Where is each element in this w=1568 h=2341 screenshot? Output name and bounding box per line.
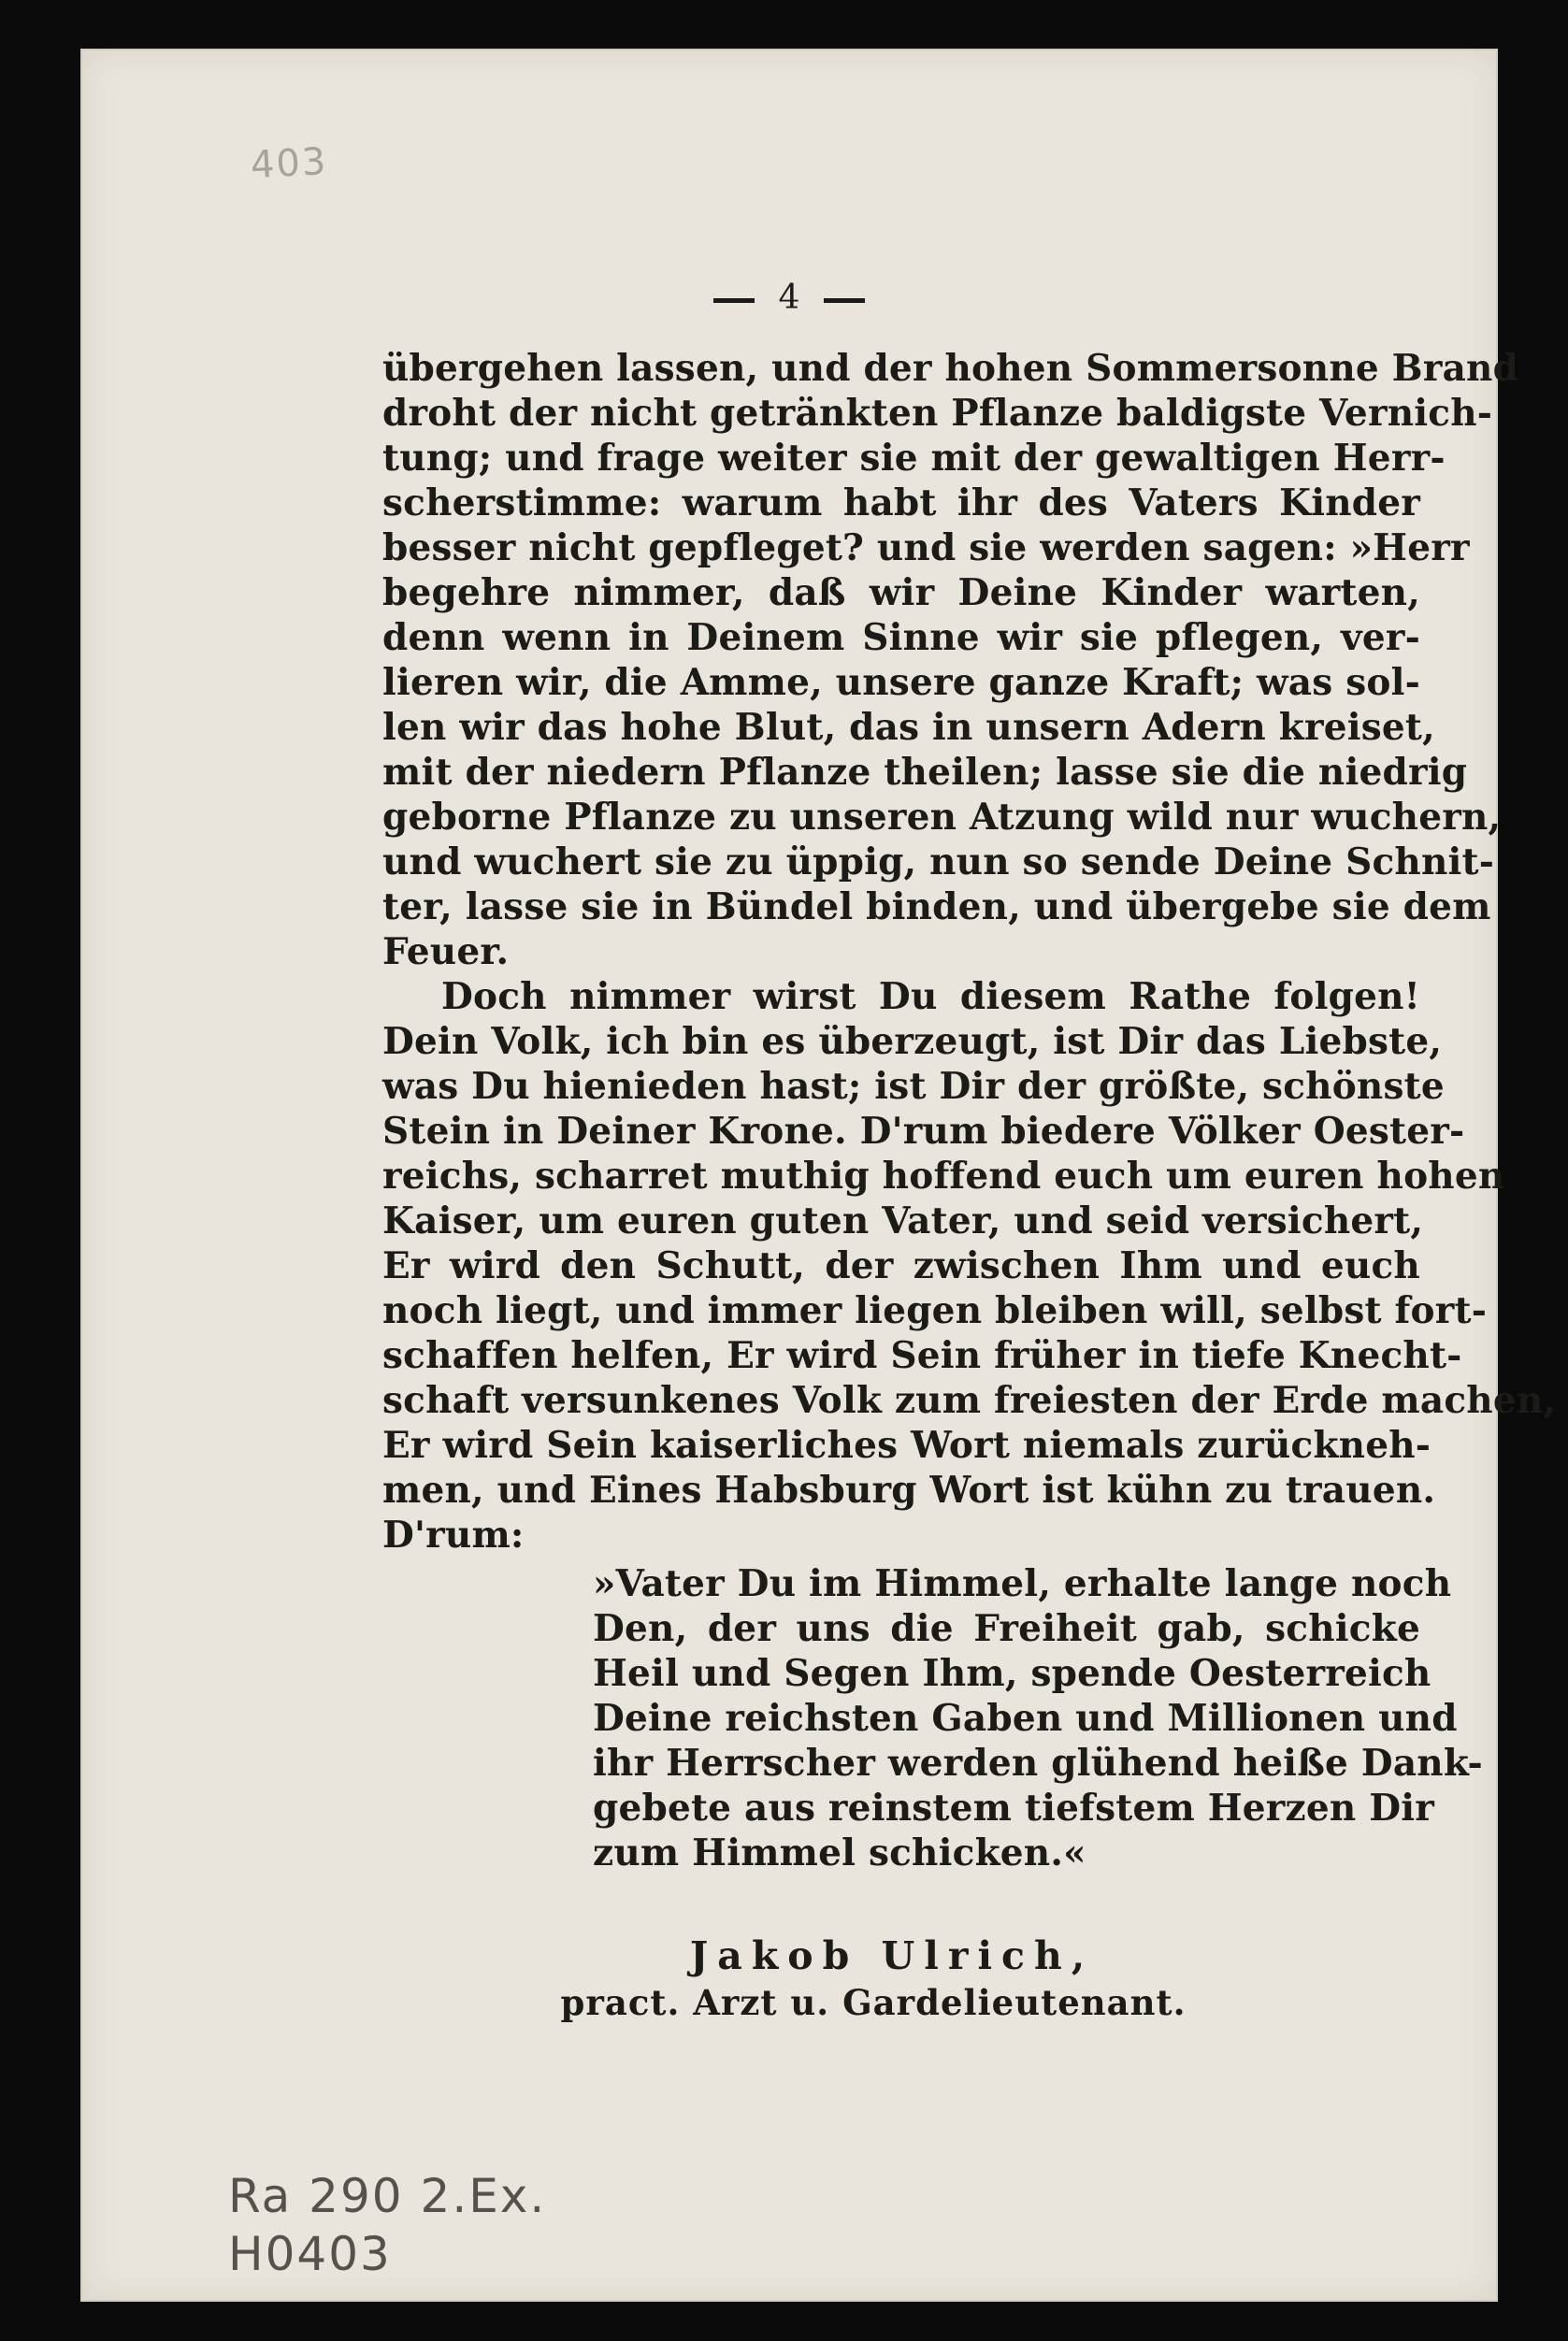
body-line: tung; und frage weiter sie mit der gewaltigen Herr- — [382, 437, 1446, 480]
body-line: besser nicht gepfleget? und sie werden sagen: »Herr — [382, 526, 1470, 569]
body-line: reichs, scharret muthig hoffend euch um euren hohen — [382, 1155, 1505, 1198]
body-line: und wuchert sie zu üppig, nun so sende Deine Schnit- — [382, 840, 1495, 883]
shelfmark-line-1: Ra 290 2.Ex. — [228, 2169, 547, 2223]
body-line: übergehen lassen, und der hohen Sommersonne Brand — [382, 347, 1519, 390]
quote-line: »Vater Du im Himmel, erhalte lange noch — [593, 1562, 1452, 1605]
body-line: droht der nicht getränkten Pflanze baldigste Vernich- — [382, 392, 1493, 435]
body-line: Dein Volk, ich bin es überzeugt, ist Dir das Liebste, — [382, 1020, 1443, 1063]
document-page — [80, 49, 1557, 2302]
page-number-header — [80, 279, 1498, 317]
quote-line: gebete aus reinstem tiefstem Herzen Dir — [593, 1787, 1435, 1830]
dash-right — [824, 298, 865, 303]
body-line: schaft versunkenes Volk zum freiesten der Erde machen, — [382, 1379, 1557, 1422]
body-line: len wir das hohe Blut, das in unsern Adern kreiset, — [382, 706, 1435, 749]
quote-line: zum Himmel schicken.« — [593, 1831, 1086, 1874]
pencil-folio-mark: 403 — [249, 139, 329, 188]
body-line: geborne Pflanze zu unseren Atzung wild nur wuchern, — [382, 796, 1502, 839]
body-line: noch liegt, und immer liegen bleiben will, selbst fort- — [382, 1289, 1488, 1332]
body-line: mit der niedern Pflanze theilen; lasse sie die niedrig — [382, 751, 1468, 794]
body-line: was Du hienieden hast; ist Dir der größte, schönste — [382, 1065, 1445, 1108]
paragraph-start-line: Doch nimmer wirst Du diesem Rathe folgen! — [441, 975, 1420, 1018]
quote-line: Den, der uns die Freiheit gab, schicke — [593, 1607, 1420, 1650]
body-line: Er wird den Schutt, der zwischen Ihm und euch — [382, 1244, 1420, 1287]
signature-title: pract. Arzt u. Gardelieutenant. — [560, 1982, 1187, 2023]
body-line: Kaiser, um euren guten Vater, und seid versichert, — [382, 1199, 1424, 1242]
body-line: begehre nimmer, daß wir Deine Kinder warten, — [382, 571, 1420, 614]
body-line: men, und Eines Habsburg Wort ist kühn zu trauen. — [382, 1469, 1436, 1512]
body-line: Feuer. — [382, 930, 510, 973]
body-line: schaffen helfen, Er wird Sein früher in tiefe Knecht- — [382, 1334, 1462, 1377]
shelfmark-line-2: H0403 — [228, 2227, 392, 2281]
body-line: scherstimme: warum habt ihr des Vaters Kinder — [382, 481, 1420, 524]
dash-left — [713, 298, 755, 303]
body-line: ter, lasse sie in Bündel binden, und übergebe sie dem — [382, 885, 1491, 928]
quote-line: Deine reichsten Gaben und Millionen und — [593, 1697, 1458, 1740]
quote-line: Heil und Segen Ihm, spende Oesterreich — [593, 1652, 1431, 1695]
body-line: Er wird Sein kaiserliches Wort niemals zurückneh- — [382, 1424, 1431, 1467]
signature-name: Jakob Ulrich, — [689, 1933, 1095, 1978]
body-line: lieren wir, die Amme, unsere ganze Kraft; was sol- — [382, 661, 1420, 704]
body-line: Stein in Deiner Krone. D'rum biedere Völker Oester- — [382, 1110, 1465, 1153]
body-line: denn wenn in Deinem Sinne wir sie pflegen, ver- — [382, 616, 1420, 659]
body-line: D'rum: — [382, 1514, 525, 1557]
quote-line: ihr Herrscher werden glühend heiße Dank- — [593, 1742, 1483, 1785]
page-number: 4 — [778, 279, 800, 317]
